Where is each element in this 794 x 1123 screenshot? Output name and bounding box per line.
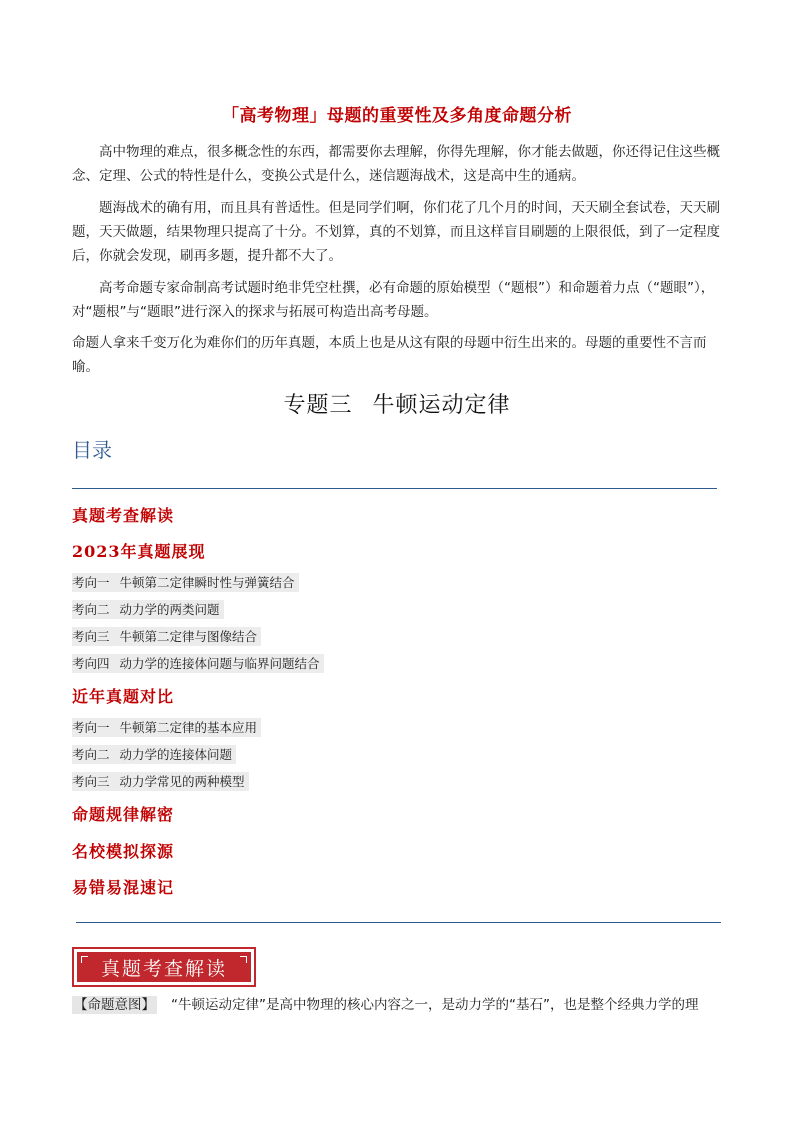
toc-top-divider — [72, 488, 717, 489]
toc-item-text: 动力学的两类问题 — [119, 602, 220, 617]
toc-label: 目录 — [72, 438, 112, 462]
toc-item-2023-4[interactable] — [72, 654, 324, 673]
section-banner — [72, 947, 256, 987]
intro-paragraph-2: 题海战术的确有用，而且具有普适性。但是同学们啊，你们花了几个月的时间，天天刷全套试卷，天天刷题，天天做题，结果物理只提高了十分。不划算，真的不划算，而且这样盲目刷题的上限很低，到了一定程度后，你就会发现，刷再多题，提升都不大了。 — [72, 200, 720, 264]
toc-item-key: 考向一 — [72, 720, 110, 735]
intro-paragraph-4: 命题人拿来千变万化为难你们的历年真题，本质上也是从这有限的母题中衍生出来的。母题的重要性不言而喻。 — [72, 335, 707, 375]
intro-paragraph-1: 高中物理的难点，很多概念性的东西，都需要你去理解，你得先理解，你才能去做题，你还得记住这些概念、定理、公式的特性是什么，变换公式是什么，迷信题海战术，这是高中生的通病。 — [72, 144, 720, 184]
topic-number: 专题三 — [283, 393, 353, 418]
toc-bottom-divider — [76, 922, 721, 923]
toc-item-recent-2[interactable] — [72, 745, 236, 764]
toc-section-2023-exams[interactable]: 2023年真题展现 — [72, 542, 206, 561]
intent-tag: 【命题意图】 — [74, 997, 155, 1013]
toc-item-text: 牛顿第二定律的基本应用 — [119, 720, 258, 735]
toc-item-key: 考向一 — [72, 575, 110, 590]
toc-item-text: 动力学常见的两种模型 — [119, 774, 245, 789]
toc-item-recent-3[interactable] — [72, 772, 249, 791]
toc-section-pattern-decoding[interactable]: 命题规律解密 — [72, 805, 175, 824]
toc-item-key: 考向二 — [72, 747, 110, 762]
intro-paragraph-3: 高考命题专家命制高考试题时绝非凭空杜撰，必有命题的原始模型（“题根”）和命题着力点（“题眼”），对“题根”与“题眼”进行深入的探求与拓展可构造出高考母题。 — [72, 280, 715, 320]
toc-item-key: 考向三 — [72, 629, 110, 644]
toc-item-key: 考向三 — [72, 774, 110, 789]
toc-item-text: 动力学的连接体问题 — [119, 747, 233, 762]
toc-item-2023-2[interactable] — [72, 600, 224, 619]
toc-item-recent-1[interactable] — [72, 718, 261, 737]
topic-name: 牛顿运动定律 — [372, 393, 511, 418]
toc-item-2023-1[interactable] — [72, 573, 299, 592]
section-banner-label: 真题考查解读 — [76, 951, 252, 983]
toc-item-text: 动力学的连接体问题与临界问题结合 — [119, 656, 320, 671]
toc-item-key: 考向四 — [72, 656, 110, 671]
toc-item-text: 牛顿第二定律与图像结合 — [119, 629, 258, 644]
toc-item-2023-3[interactable] — [72, 627, 261, 646]
toc-section-mock-sources[interactable]: 名校模拟探源 — [72, 842, 175, 861]
toc-item-text: 牛顿第二定律瞬时性与弹簧结合 — [119, 575, 295, 590]
intent-paragraph — [72, 994, 732, 1016]
toc-section-recent-comparison[interactable]: 近年真题对比 — [72, 687, 175, 706]
toc-section-exam-analysis[interactable]: 真题考查解读 — [72, 506, 175, 525]
toc-item-key: 考向二 — [72, 602, 110, 617]
document-title: 「高考物理」母题的重要性及多角度命题分析 — [222, 106, 572, 126]
toc-section-common-mistakes[interactable]: 易错易混速记 — [72, 878, 175, 897]
topic-heading — [0, 388, 794, 419]
intent-text: “牛顿运动定律”是高中物理的核心内容之一，是动力学的“基石”，也是整个经典力学的理 — [171, 997, 699, 1013]
